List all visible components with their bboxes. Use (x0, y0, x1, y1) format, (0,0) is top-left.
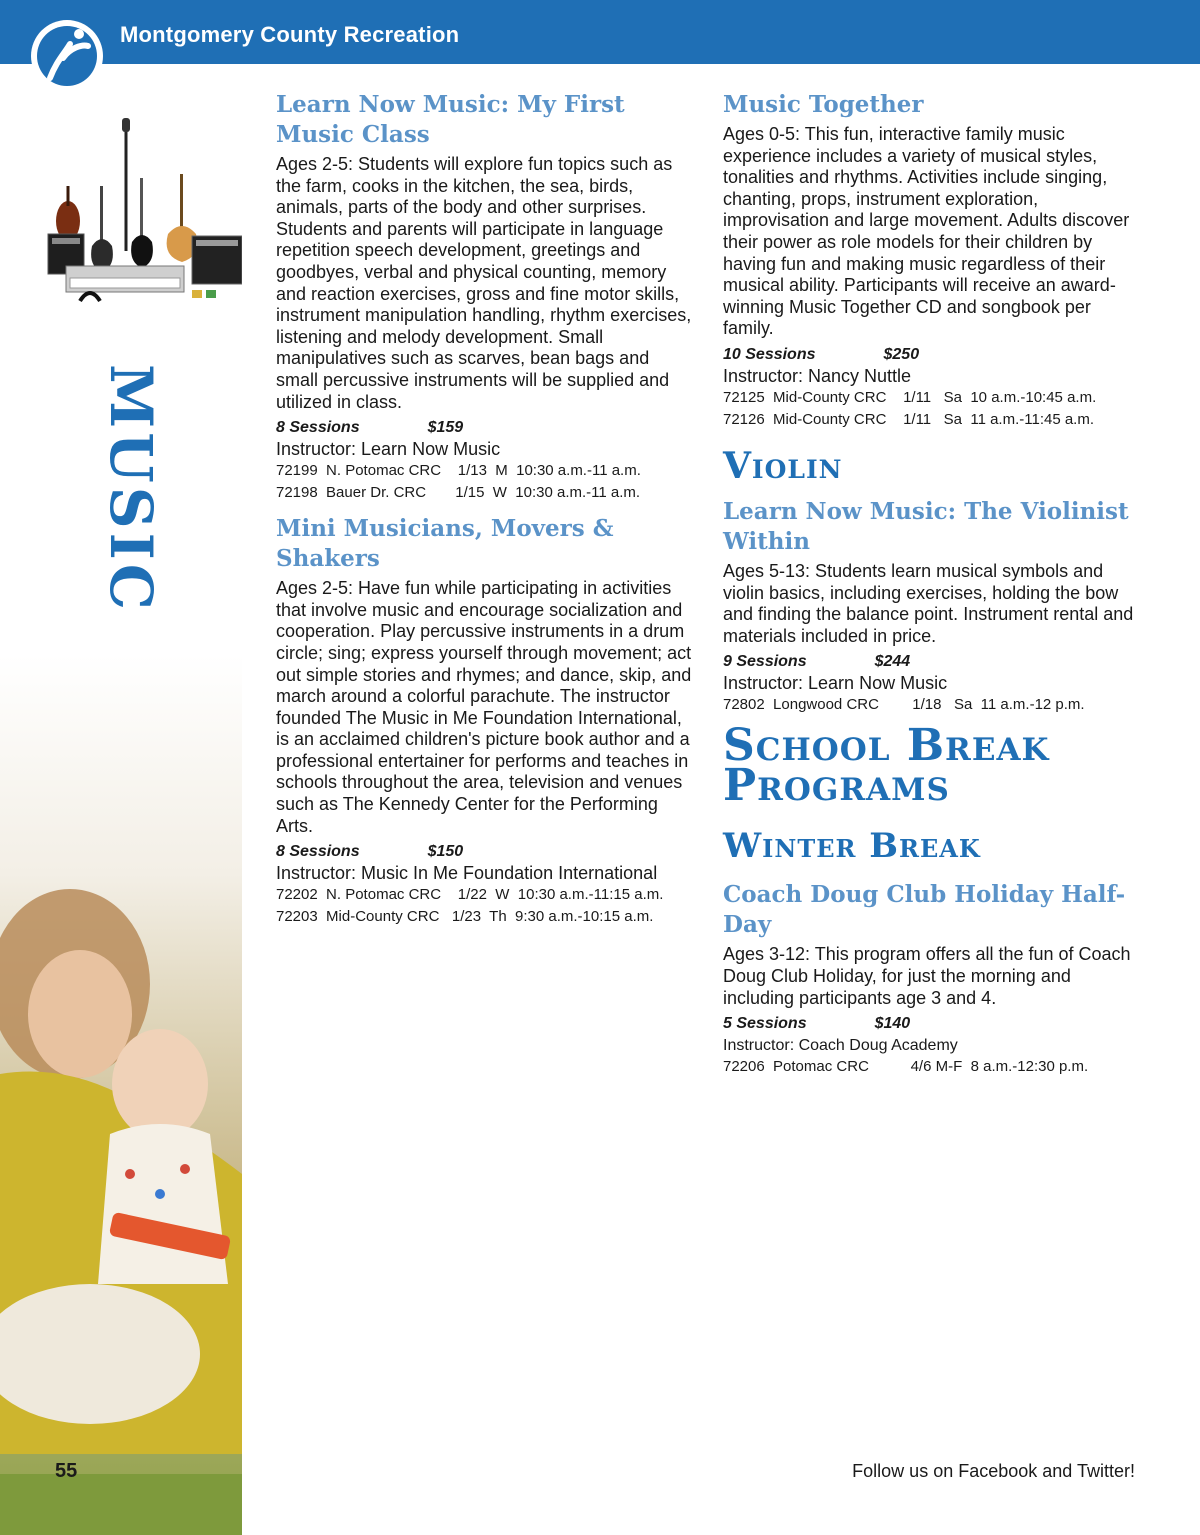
class-row: 72802 Longwood CRC 1/18 Sa 11 a.m.-12 p.m. (723, 696, 1085, 714)
program-price: $140 (874, 1015, 911, 1033)
class-row: 72199 N. Potomac CRC 1/13 M 10:30 a.m.-11 a.m. (276, 462, 641, 480)
sessions-count: 8 Sessions (276, 843, 360, 861)
program-instructor: Instructor: Learn Now Music (276, 439, 501, 460)
program-description: Ages 3-12: This program offers all the fun of Coach Doug Club Holiday, for just the morning and including participants age 3 and 4. (723, 944, 1131, 1008)
program-title: Learn Now Music: My First Music Class (276, 91, 625, 148)
program-coach-doug (723, 880, 1143, 1078)
program-price: $150 (427, 843, 464, 861)
left-column (276, 90, 696, 938)
program-price: $159 (427, 419, 464, 437)
sessions-count: 9 Sessions (723, 653, 807, 671)
header-bar (0, 0, 1200, 64)
section-title-vertical (97, 364, 183, 614)
class-row: 72126 Mid-County CRC 1/11 Sa 11 a.m.-11:45 a.m. (723, 410, 1095, 428)
section-heading-winter-break: Winter Break (723, 826, 981, 867)
class-row: 72206 Potomac CRC 4/6 M-F 8 a.m.-12:30 p.m. (723, 1058, 1089, 1076)
class-row: 72125 Mid-County CRC 1/11 Sa 10 a.m.-10:45 a.m. (723, 388, 1097, 406)
page-number: 55 (55, 1460, 78, 1482)
program-music-together (723, 90, 1143, 431)
program-sessions (276, 841, 696, 863)
mother-baby-photo (0, 654, 242, 1535)
sidebar (0, 64, 242, 1535)
program-description: Ages 5-13: Students learn musical symbols and violin basics, including exercises, holding the bow and finding the balance point. Instrument rental and materials included in price. (723, 560, 1134, 646)
program-description: Ages 0-5: This fun, interactive family music experience includes a variety of musical styles, tonalities and rhythms. Activities include singing, chanting, props, instrument exploration, improvisation and large movement. Adults discover their power as role models for their children by having fun and making music regardless of their musical ability. Participants will receive an award-winning Music Together CD and songbook per family. (723, 124, 1130, 339)
program-price: $250 (883, 345, 920, 363)
program-sessions (276, 417, 696, 439)
sessions-count: 5 Sessions (723, 1015, 807, 1033)
section-title-text: MUSIC (97, 364, 165, 614)
section-heading-school-break: School Break Programs (723, 720, 1050, 812)
program-sessions (723, 1013, 1143, 1035)
program-instructor: Instructor: Coach Doug Academy (723, 1037, 958, 1055)
program-title: Coach Doug Club Holiday Half-Day (723, 881, 1126, 939)
program-instructor: Instructor: Nancy Nuttle (723, 365, 912, 386)
music-instruments-image (40, 116, 242, 311)
program-sessions (723, 344, 1143, 366)
program-sessions (723, 651, 1143, 673)
program-title: Music Together (723, 91, 924, 118)
program-instructor: Instructor: Music In Me Foundation International (276, 863, 658, 884)
class-row: 72202 N. Potomac CRC 1/22 W 10:30 a.m.-11:15 a.m. (276, 886, 664, 904)
program-title: Learn Now Music: The Violinist Within (723, 497, 1129, 555)
program-title: Mini Musicians, Movers & Shakers (276, 515, 614, 573)
program-violinist-within (723, 497, 1143, 716)
program-description: Ages 2-5: Students will explore fun topics such as the farm, cooks in the kitchen, the sea, birds, animals, parts of the body and other surprises. Students and parents will participate in language repetition speech development, greetings and goodbyes, verbal and physical counting, memory and reaction exercises, gross and fine motor skills, instrument manipulation handling, rhythm exercises, listening and melody development. Small manipulatives such as scarves, bean bags and small percussive instruments will be supplied and utilized in class. (276, 154, 692, 412)
section-heading-violin: Violin (723, 444, 843, 487)
program-mini-musicians (276, 514, 696, 928)
class-row: 72203 Mid-County CRC 1/23 Th 9:30 a.m.-10:15 a.m. (276, 908, 654, 926)
sessions-count: 10 Sessions (723, 345, 816, 363)
social-follow-text: Follow us on Facebook and Twitter! (852, 1461, 1135, 1481)
program-price: $244 (874, 653, 911, 671)
org-name: Montgomery County Recreation (120, 22, 460, 47)
program-instructor: Instructor: Learn Now Music (723, 673, 948, 694)
right-column (723, 90, 1143, 1088)
program-my-first-music-class (276, 90, 696, 504)
class-row: 72198 Bauer Dr. CRC 1/15 W 10:30 a.m.-11 a.m. (276, 484, 641, 502)
program-description: Ages 2-5: Have fun while participating in activities that involve music and encourage socialization and cooperation. Play percussive instruments in a drum circle; sing; express yourself through movement; act out simple stories and rhymes; and dance, skip, and march around a colorful parachute. The instructor founded The Music in Me Foundation International, is an acclaimed children's picture book author and a professional entertainer for performs and teaches in schools throughout the area, television and venues such as The Kennedy Center for the Performing Arts. (276, 578, 692, 836)
sessions-count: 8 Sessions (276, 419, 360, 437)
